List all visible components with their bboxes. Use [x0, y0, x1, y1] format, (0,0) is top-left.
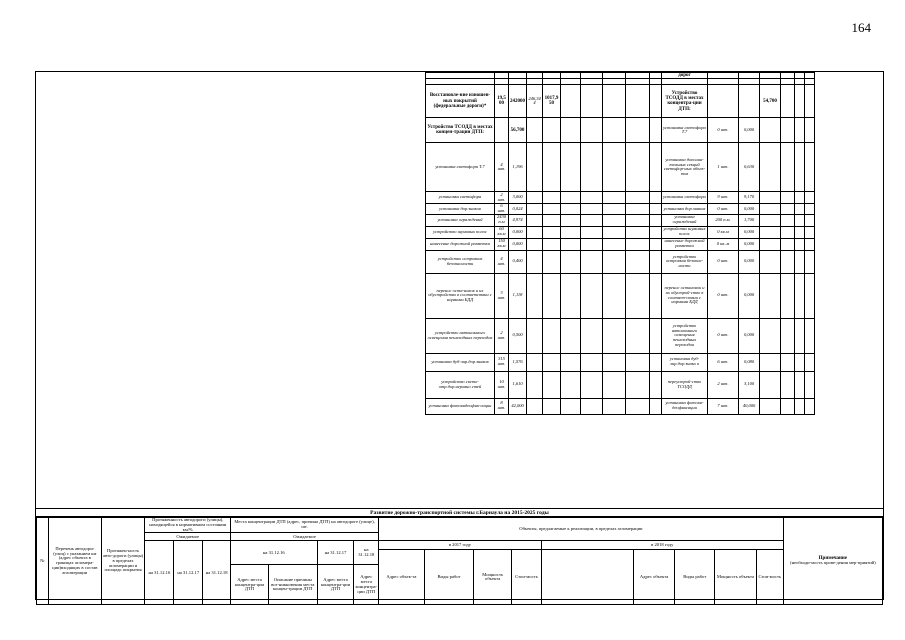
- empty-cell: [581, 226, 603, 238]
- empty-cell: [603, 214, 626, 226]
- upper-row: [426, 143, 815, 192]
- empty-cell: [561, 214, 581, 226]
- empty-cell: [626, 371, 650, 398]
- right-qty: 1 шт.: [708, 143, 739, 192]
- right-item: переустрой-ство ТСОДД: [662, 371, 708, 398]
- empty-cell: [760, 238, 781, 250]
- col-protyazh: Протяжен-ность авто-дороги (улицы) в пределах агломерации и площадь покрытия: [101, 518, 145, 605]
- upper-row: [426, 214, 815, 226]
- empty-cell: [581, 238, 603, 250]
- empty-cell: [603, 318, 626, 353]
- left-item: нанесение дорожной разметки: [426, 238, 495, 250]
- left-val: 1,196: [509, 143, 527, 192]
- left-item: устройство автономного освещения пешеходных переходов: [426, 318, 495, 353]
- left-val: 1,610: [509, 371, 527, 398]
- upper-row: [426, 353, 815, 371]
- empty-cell: [527, 214, 543, 226]
- right-item: установка дор.знаков: [662, 204, 708, 214]
- left-item: перенос оста-новок и их обустройство в соответствии с нормами БДД: [426, 273, 495, 318]
- empty-cell: [805, 238, 815, 250]
- empty-cell: [561, 318, 581, 353]
- left-qty: 315 шт.: [495, 353, 509, 371]
- right-qty: 6 шт.: [708, 353, 739, 371]
- m-adr-3: Адрес места концентра-ции ДТП: [354, 565, 379, 605]
- upper-row: [426, 398, 815, 414]
- right-val: 0,080: [739, 353, 760, 371]
- empty-cell: [543, 226, 561, 238]
- empty-cell: [650, 204, 662, 214]
- empty-cell: [650, 318, 662, 353]
- empty-cell: [795, 143, 805, 192]
- mosh-2017: Мощность объекта: [474, 550, 512, 605]
- left-val-2: 242000: [509, 85, 527, 118]
- empty-cell: [781, 371, 795, 398]
- empty-cell: [626, 398, 650, 414]
- empty-cell: [781, 238, 795, 250]
- left-qty: 4 шт.: [495, 143, 509, 192]
- left-val: 3,000: [509, 192, 527, 204]
- empty-cell: [781, 118, 795, 143]
- right-val: 0,000: [739, 318, 760, 353]
- right-val: 3,100: [739, 371, 760, 398]
- empty-cell: [760, 250, 781, 273]
- empty-cell: [805, 143, 815, 192]
- left-qty: 150 кв.м: [495, 238, 509, 250]
- upper-row: [426, 250, 815, 273]
- right-total: 54,700: [760, 85, 781, 118]
- left-item: установка светофора: [426, 192, 495, 204]
- right-val: 0,000: [739, 204, 760, 214]
- empty-cell: [581, 204, 603, 214]
- empty-cell: [543, 250, 561, 273]
- empty-cell: [527, 192, 543, 204]
- empty-cell: [543, 238, 561, 250]
- empty-cell: [805, 398, 815, 414]
- right-item: нанесение дорожной разметки: [662, 238, 708, 250]
- left-val: 4,974: [509, 214, 527, 226]
- right-qty: 2 шт.: [708, 371, 739, 398]
- left-qty: 6 шт.: [495, 204, 509, 214]
- empty-cell: [527, 353, 543, 371]
- empty-cell: [795, 214, 805, 226]
- empty-cell: [581, 85, 603, 118]
- empty-cell: [795, 238, 805, 250]
- empty-cell: [543, 398, 561, 414]
- right-qty: 0 кв.м: [708, 226, 739, 238]
- empty-cell: [543, 214, 561, 226]
- empty-cell: [805, 371, 815, 398]
- left-item: установка фотовидеофик-сации: [426, 398, 495, 414]
- empty-cell: [760, 273, 781, 318]
- empty-cell: [781, 250, 795, 273]
- left-val-3: 246,34 4: [527, 85, 543, 118]
- empty-cell: [805, 214, 815, 226]
- left-item: установка дор.знаков: [426, 204, 495, 214]
- vidy-2018: Виды работ: [675, 550, 715, 605]
- empty-cell: [805, 118, 815, 143]
- empty-cell: [603, 226, 626, 238]
- empty-cell: [543, 204, 561, 214]
- empty-cell: [527, 398, 543, 414]
- page-number: 164: [851, 20, 871, 35]
- empty-cell: [527, 143, 543, 192]
- left-val-1: 19,5 00: [495, 85, 509, 118]
- upper-row: [426, 192, 815, 204]
- empty-cell: [760, 192, 781, 204]
- left-qty: 60 кв.м: [495, 226, 509, 238]
- empty-cell: [603, 250, 626, 273]
- empty-cell: [561, 226, 581, 238]
- left-val: 0,500: [509, 318, 527, 353]
- left-item: устройство островков безопасности: [426, 250, 495, 273]
- empty-cell: [650, 118, 662, 143]
- empty-cell: [543, 353, 561, 371]
- left-qty: 8 шт.: [495, 398, 509, 414]
- empty-cell: [543, 192, 561, 204]
- empty-cell: [543, 273, 561, 318]
- upper-row: [426, 371, 815, 398]
- right-item: установка светофора Т.7: [662, 118, 708, 143]
- empty-cell: [760, 143, 781, 192]
- empty-cell: [650, 398, 662, 414]
- empty-cell: [760, 204, 781, 214]
- ozhid-2: Ожидаемое: [231, 533, 379, 541]
- empty-cell: [561, 353, 581, 371]
- left-val: 0,024: [509, 204, 527, 214]
- right-val: 40,000: [739, 398, 760, 414]
- empty-cell: [781, 398, 795, 414]
- empty-cell: [805, 85, 815, 118]
- year-2017: в 2017 году: [379, 541, 542, 550]
- date-16: на 31.12.16: [145, 541, 174, 605]
- empty-cell: [561, 204, 581, 214]
- empty-cell: [561, 192, 581, 204]
- empty-cell: [760, 318, 781, 353]
- right-item: устройство островков безопас-ности: [662, 250, 708, 273]
- left-item: установка ограждений: [426, 214, 495, 226]
- right-qty: 9 шт.: [708, 192, 739, 204]
- right-val: 9,170: [739, 192, 760, 204]
- upper-row: [426, 204, 815, 214]
- empty-cell: [561, 273, 581, 318]
- left-val: 0,000: [509, 226, 527, 238]
- m-date-17: на 31.12.17: [317, 541, 354, 565]
- empty-cell: [626, 250, 650, 273]
- empty-cell: [626, 143, 650, 192]
- blank-2018: [541, 550, 633, 605]
- empty-cell: [581, 250, 603, 273]
- top-cell: дорог: [662, 73, 708, 79]
- empty-cell: [805, 192, 815, 204]
- empty-cell: [527, 226, 543, 238]
- left-item: устройство свето-отр.дор.неровно стей: [426, 371, 495, 398]
- empty-cell: [760, 214, 781, 226]
- empty-cell: [603, 143, 626, 192]
- right-qty: 200 п.м.: [708, 214, 739, 226]
- right-val: 0,000: [739, 273, 760, 318]
- empty-cell: [795, 204, 805, 214]
- empty-cell: [781, 318, 795, 353]
- empty-cell: [603, 192, 626, 204]
- primech-text: (необходи-мость прове-дения мер-приятий): [790, 560, 876, 566]
- empty-cell: [581, 371, 603, 398]
- right-item: установка светофора: [662, 192, 708, 204]
- right-val: 0,000: [739, 226, 760, 238]
- empty-cell: [581, 273, 603, 318]
- left-val: 0,400: [509, 250, 527, 273]
- empty-cell: [581, 398, 603, 414]
- empty-cell: [650, 226, 662, 238]
- m-adr-1: Адрес места концентра-ции ДТП: [231, 565, 269, 605]
- col-perechen: Перечень автодорог (улиц) с указанием км (адрес объекта в границах агломера-ции)входящих в состав агломерации: [48, 518, 101, 605]
- empty-cell: [626, 214, 650, 226]
- right-item: перенос остановок и их обустрой-ство в соответ-ствии с нормами БДД: [662, 273, 708, 318]
- empty-cell: [561, 238, 581, 250]
- empty-cell: [760, 371, 781, 398]
- right-qty: 0 шт.: [708, 273, 739, 318]
- empty-cell: [543, 371, 561, 398]
- empty-cell: [626, 226, 650, 238]
- empty-cell: [650, 85, 662, 118]
- empty-cell: [650, 250, 662, 273]
- right-label: Устройство ТСОДД в местах концентра-ции ДТП:: [662, 85, 708, 118]
- empty-cell: [760, 118, 781, 143]
- adr-obj-2017: Адрес объек-та: [379, 550, 425, 605]
- empty-cell: [805, 226, 815, 238]
- upper-row: [426, 85, 815, 118]
- empty-cell: [650, 371, 662, 398]
- empty-cell: [603, 238, 626, 250]
- right-val: 0,000: [739, 250, 760, 273]
- right-qty: 0 шт.: [708, 318, 739, 353]
- left-val: 42,000: [509, 398, 527, 414]
- empty-cell: [561, 143, 581, 192]
- empty-cell: [527, 371, 543, 398]
- sheet: [35, 71, 884, 600]
- empty-cell: [795, 398, 805, 414]
- mosh-2018: Мощность объекта: [715, 550, 757, 605]
- empty-cell: [805, 353, 815, 371]
- right-val: 0,000: [739, 118, 760, 143]
- empty-cell: [495, 118, 509, 143]
- empty-cell: [543, 118, 561, 143]
- empty-cell: [795, 226, 805, 238]
- left-group-label: Устройство ТСОДД в местах концен-трации ДТП:: [426, 118, 495, 143]
- empty-cell: [795, 353, 805, 371]
- empty-cell: [603, 353, 626, 371]
- col-primech: [783, 518, 882, 605]
- left-qty: 10 шт.: [495, 371, 509, 398]
- right-qty: 0 кв..м: [708, 238, 739, 250]
- left-item: устройство шумовых полос: [426, 226, 495, 238]
- right-item: установка ограждений: [662, 214, 708, 226]
- upper-row: [426, 273, 815, 318]
- empty-cell: [603, 371, 626, 398]
- empty-cell: [581, 118, 603, 143]
- left-item: установка дуб-лир.дор.знаков: [426, 353, 495, 371]
- left-qty: 4 шт.: [495, 250, 509, 273]
- empty-cell: [795, 118, 805, 143]
- empty-cell: [527, 250, 543, 273]
- empty-cell: [543, 318, 561, 353]
- empty-cell: [561, 398, 581, 414]
- right-val: 1,700: [739, 214, 760, 226]
- empty-cell: [626, 353, 650, 371]
- stoim-2018: Стои-мость: [756, 550, 783, 605]
- adr-obj-2018: Адрес объекта: [633, 550, 675, 605]
- empty-cell: [805, 250, 815, 273]
- right-item: установка фотови-деофиксации: [662, 398, 708, 414]
- right-qty: 7 шт.: [708, 398, 739, 414]
- right-qty: 0 шт.: [708, 118, 739, 143]
- col-mesta: Места концентрации ДТП (адрес, причина ДТП) на автодороге (улице), шт.: [231, 518, 379, 533]
- right-val: 0,000: [739, 238, 760, 250]
- stoim-2017: Стои-мость: [512, 550, 542, 605]
- empty-cell: [527, 118, 543, 143]
- empty-cell: [581, 214, 603, 226]
- empty-cell: [650, 273, 662, 318]
- empty-cell: [581, 192, 603, 204]
- empty-cell: [603, 118, 626, 143]
- left-qty: 3 шт.: [495, 273, 509, 318]
- left-val: 1,576: [509, 353, 527, 371]
- right-item: установка дуб-лир.дор.знако в: [662, 353, 708, 371]
- empty-cell: [650, 214, 662, 226]
- empty-cell: [626, 238, 650, 250]
- right-qty: 0 шт.: [708, 250, 739, 273]
- empty-cell: [805, 273, 815, 318]
- empty-cell: [581, 318, 603, 353]
- empty-cell: [760, 353, 781, 371]
- empty-cell: [581, 143, 603, 192]
- empty-cell: [650, 238, 662, 250]
- m-opis: Описание причины воз-никновения места концен-трации ДТП: [268, 565, 317, 605]
- left-item: установка светофора Т.7: [426, 143, 495, 192]
- empty-cell: [561, 118, 581, 143]
- empty-cell: [561, 371, 581, 398]
- empty-cell: [795, 371, 805, 398]
- empty-cell: [527, 204, 543, 214]
- left-val: 1,118: [509, 273, 527, 318]
- right-qty: 0 шт.: [708, 204, 739, 214]
- upper-table: [425, 72, 815, 415]
- empty-cell: [603, 398, 626, 414]
- empty-cell: [760, 398, 781, 414]
- left-label: Восстановле-ние изношен-ных покрытий (федеральные дороги)*: [426, 85, 495, 118]
- ozhid-1: Ожидаемое: [145, 533, 231, 541]
- empty-cell: [781, 204, 795, 214]
- right-item: установка дополни-тельных секций светофор-ных объек-тов: [662, 143, 708, 192]
- upper-row: [426, 238, 815, 250]
- empty-cell: [650, 143, 662, 192]
- empty-cell: [781, 214, 795, 226]
- empty-cell: [650, 192, 662, 204]
- m-date-18: на 31.12.18: [354, 541, 379, 565]
- empty-cell: [543, 143, 561, 192]
- left-qty: 2 шт.: [495, 192, 509, 204]
- left-group-total: 56,700: [509, 118, 527, 143]
- vidy-2017: Виды работ: [424, 550, 474, 605]
- col-num: №: [37, 518, 49, 605]
- year-2018: в 2018 году: [541, 541, 783, 550]
- empty-cell: [561, 250, 581, 273]
- empty-cell: [603, 85, 626, 118]
- m-adr-2: Адрес места концентра-ции ДТП: [317, 565, 354, 605]
- empty-cell: [805, 204, 815, 214]
- left-val-4: 1017,9 50: [543, 85, 561, 118]
- empty-cell: [781, 85, 795, 118]
- empty-cell: [795, 85, 805, 118]
- empty-cell: [626, 118, 650, 143]
- empty-cell: [781, 226, 795, 238]
- empty-cell: [781, 143, 795, 192]
- right-item: устройство автономного освещения пешеходных переходов: [662, 318, 708, 353]
- empty-cell: [708, 85, 739, 118]
- section-title: Развитие дорожно-транспортной системы г.Барнаула на 2015-2025 годы: [36, 508, 883, 517]
- date-18: на 31.12.18: [203, 541, 231, 605]
- empty-cell: [781, 353, 795, 371]
- empty-cell: [626, 318, 650, 353]
- upper-row: [426, 226, 815, 238]
- upper-row: [426, 118, 815, 143]
- empty-cell: [603, 273, 626, 318]
- empty-cell: [795, 192, 805, 204]
- empty-cell: [626, 192, 650, 204]
- empty-cell: [650, 353, 662, 371]
- empty-cell: [581, 353, 603, 371]
- left-qty: 2 шт.: [495, 318, 509, 353]
- empty-cell: [561, 85, 581, 118]
- empty-cell: [781, 273, 795, 318]
- empty-cell: [527, 318, 543, 353]
- left-val: 0,000: [509, 238, 527, 250]
- empty-cell: [795, 273, 805, 318]
- col-objects: Объекты, предлагаемые к реализации, в пределах агломерации: [379, 518, 784, 541]
- empty-cell: [781, 192, 795, 204]
- empty-cell: [795, 318, 805, 353]
- primech-title: Примечание: [818, 556, 848, 562]
- m-date-16: на 31.12.16: [231, 541, 318, 565]
- date-17: на 31.12.17: [174, 541, 203, 605]
- empty-cell: [805, 318, 815, 353]
- empty-cell: [795, 250, 805, 273]
- right-item: устройство шумовых полос: [662, 226, 708, 238]
- empty-cell: [603, 204, 626, 214]
- empty-cell: [760, 226, 781, 238]
- left-qty: 2430 п.м: [495, 214, 509, 226]
- empty-cell: [527, 273, 543, 318]
- right-val: 0,630: [739, 143, 760, 192]
- empty-cell: [527, 238, 543, 250]
- header-table: [36, 517, 883, 605]
- empty-cell: [739, 85, 760, 118]
- col-protyazh-norm: Протяженность автодороги (улицы), находящейся в нормативном состоянии км/%: [145, 518, 231, 533]
- upper-row: [426, 318, 815, 353]
- empty-cell: [626, 204, 650, 214]
- empty-cell: [626, 273, 650, 318]
- empty-cell: [626, 85, 650, 118]
